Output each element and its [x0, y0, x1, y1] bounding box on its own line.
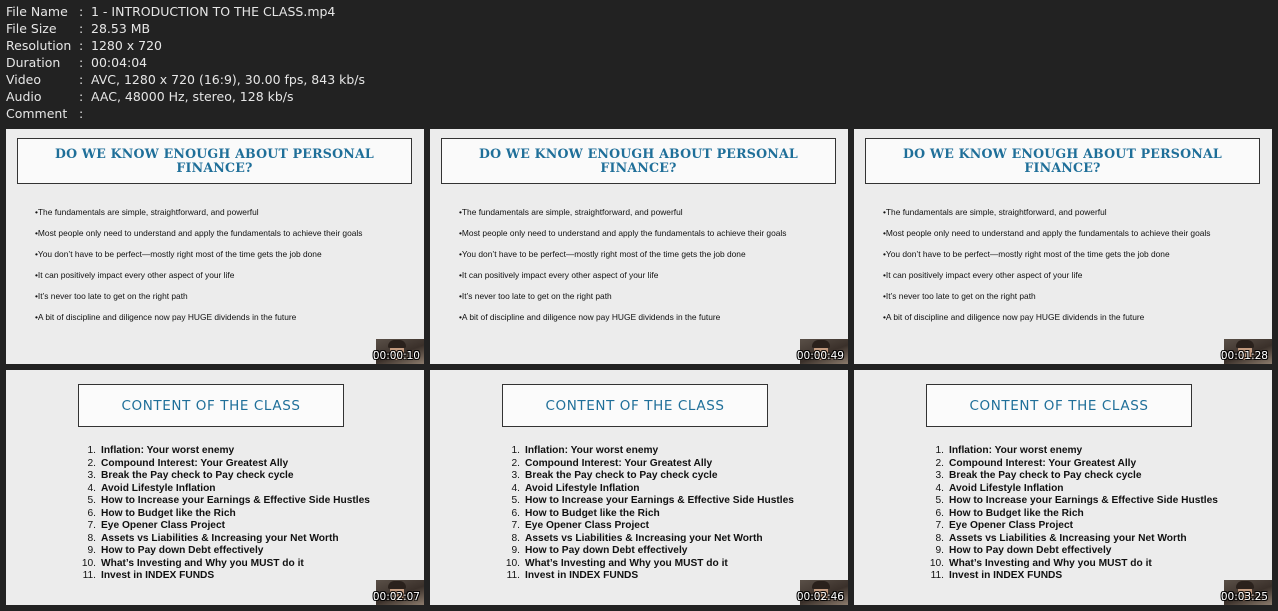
item-text: How to Budget like the Rich — [949, 507, 1084, 519]
item-text: Inflation: Your worst enemy — [101, 445, 235, 456]
slide-title: CONTENT OF THE CLASS — [545, 397, 725, 414]
item-number: 1. — [935, 445, 944, 456]
bullet-item: •You don’t have to be perfect—mostly right most of the time gets the job done — [883, 249, 1170, 259]
presenter-hair — [1236, 340, 1254, 348]
content-list — [502, 445, 794, 583]
item-number: 9. — [87, 545, 96, 556]
slide-title-box — [441, 138, 836, 184]
list-item — [502, 508, 794, 521]
item-text: Compound Interest: Your Greatest Ally — [949, 457, 1137, 469]
file-info-value: 1 - INTRODUCTION TO THE CLASS.mp4 — [91, 4, 336, 19]
file-info-separator: : — [79, 21, 84, 36]
list-item — [78, 533, 370, 546]
list-item — [502, 545, 794, 558]
bullet-item: •It’s never too late to get on the right path — [459, 291, 612, 301]
list-item — [502, 558, 794, 571]
bullet-item: •It can positively impact every other aspect of your life — [35, 270, 235, 280]
item-text: How to Increase your Earnings & Effective Side Hustles — [949, 495, 1218, 506]
item-text: Compound Interest: Your Greatest Ally — [525, 457, 713, 469]
file-info-key: Video — [6, 72, 42, 87]
item-number: 5. — [511, 495, 520, 506]
item-text: Inflation: Your worst enemy — [949, 445, 1083, 456]
item-number: 4. — [511, 482, 520, 494]
item-text: Avoid Lifestyle Inflation — [525, 482, 640, 494]
video-thumbnail[interactable] — [430, 370, 848, 605]
item-text: Assets vs Liabilities & Increasing your Net Worth — [101, 532, 339, 544]
item-number: 10. — [505, 557, 520, 569]
file-info-row — [6, 20, 365, 37]
item-number: 2. — [511, 457, 520, 469]
file-info-row — [6, 54, 365, 71]
video-thumbnail[interactable] — [6, 370, 424, 605]
bullet-item: •Most people only need to understand and apply the fundamentals to achieve their goals — [35, 228, 363, 238]
list-item — [502, 570, 794, 583]
slide-title-box — [865, 138, 1260, 184]
list-item — [502, 445, 794, 458]
list-item — [926, 570, 1218, 583]
item-number: 3. — [935, 470, 944, 481]
item-number: 7. — [511, 520, 520, 531]
item-number: 6. — [511, 507, 520, 519]
item-text: Break the Pay check to Pay check cycle — [949, 470, 1142, 481]
bullet-item: •It can positively impact every other aspect of your life — [883, 270, 1083, 280]
bullet-item: •It’s never too late to get on the right path — [883, 291, 1036, 301]
item-number: 11. — [82, 570, 96, 581]
item-text: What’s Investing and Why you MUST do it — [949, 557, 1152, 569]
timestamp-label: 00:02:46 — [796, 591, 844, 603]
presenter-hair — [1236, 581, 1254, 589]
item-text: How to Increase your Earnings & Effective Side Hustles — [101, 495, 370, 506]
item-text: Avoid Lifestyle Inflation — [949, 482, 1064, 494]
file-info-value: AAC, 48000 Hz, stereo, 128 kb/s — [91, 89, 294, 104]
file-info-separator: : — [79, 4, 84, 19]
timestamp-label: 00:00:49 — [796, 350, 844, 362]
item-number: 11. — [506, 570, 520, 581]
file-info-row — [6, 71, 365, 88]
file-info-value: AVC, 1280 x 720 (16:9), 30.00 fps, 843 kb/s — [91, 72, 366, 87]
item-text: Break the Pay check to Pay check cycle — [101, 470, 294, 481]
item-number: 8. — [87, 532, 96, 544]
slide-title-box — [78, 384, 344, 427]
list-item — [78, 508, 370, 521]
list-item — [926, 533, 1218, 546]
slide-title-box — [502, 384, 768, 427]
item-text: Assets vs Liabilities & Increasing your Net Worth — [525, 532, 763, 544]
list-item — [926, 495, 1218, 508]
item-text: How to Budget like the Rich — [101, 507, 236, 519]
video-thumbnail[interactable] — [430, 129, 848, 364]
file-info-separator: : — [79, 55, 84, 70]
slide-title: CONTENT OF THE CLASS — [969, 397, 1149, 414]
file-info-separator: : — [79, 38, 84, 53]
item-number: 8. — [511, 532, 520, 544]
file-info-key: File Size — [6, 21, 57, 36]
item-number: 9. — [511, 545, 520, 556]
item-text: How to Pay down Debt effectively — [525, 545, 688, 556]
item-text: Assets vs Liabilities & Increasing your Net Worth — [949, 532, 1187, 544]
timestamp-label: 00:03:25 — [1220, 591, 1268, 603]
timestamp-label: 00:02:07 — [372, 591, 420, 603]
list-item — [78, 445, 370, 458]
presenter-hair — [388, 340, 406, 348]
list-item — [926, 545, 1218, 558]
slide-title: DO WE KNOW ENOUGH ABOUT PERSONAL FINANCE? — [55, 146, 374, 175]
slide-title-box — [926, 384, 1192, 427]
list-item — [926, 508, 1218, 521]
item-number: 7. — [935, 520, 944, 531]
item-number: 2. — [935, 457, 944, 469]
bullet-item: •The fundamentals are simple, straightforward, and powerful — [883, 207, 1107, 217]
file-info-separator: : — [79, 89, 84, 104]
file-info-separator: : — [79, 72, 84, 87]
list-item — [78, 545, 370, 558]
slide-title-box — [17, 138, 412, 184]
file-info-panel — [6, 3, 365, 122]
list-item — [78, 520, 370, 533]
file-info-separator: : — [79, 106, 84, 121]
list-item — [926, 558, 1218, 571]
list-item — [502, 495, 794, 508]
item-text: Eye Opener Class Project — [525, 520, 650, 531]
item-number: 6. — [935, 507, 944, 519]
list-item — [78, 570, 370, 583]
timestamp-label: 00:00:10 — [372, 350, 420, 362]
item-text: Avoid Lifestyle Inflation — [101, 482, 216, 494]
presenter-hair — [388, 581, 406, 589]
item-number: 9. — [935, 545, 944, 556]
bullet-item: •The fundamentals are simple, straightforward, and powerful — [459, 207, 683, 217]
slide-title: DO WE KNOW ENOUGH ABOUT PERSONAL FINANCE? — [903, 146, 1222, 175]
bullet-item: •Most people only need to understand and apply the fundamentals to achieve their goals — [459, 228, 787, 238]
item-text: Eye Opener Class Project — [949, 520, 1074, 531]
slide-title: DO WE KNOW ENOUGH ABOUT PERSONAL FINANCE? — [479, 146, 798, 175]
bullet-item: •A bit of discipline and diligence now pay HUGE dividends in the future — [883, 312, 1145, 322]
item-number: 10. — [929, 557, 944, 569]
bullet-item: •It can positively impact every other aspect of your life — [459, 270, 659, 280]
bullet-item: •Most people only need to understand and apply the fundamentals to achieve their goals — [883, 228, 1211, 238]
item-text: Inflation: Your worst enemy — [525, 445, 659, 456]
item-text: Invest in INDEX FUNDS — [525, 570, 639, 581]
item-number: 2. — [87, 457, 96, 469]
video-thumbnail[interactable] — [854, 370, 1272, 605]
video-thumbnail[interactable] — [854, 129, 1272, 364]
slide-title: CONTENT OF THE CLASS — [121, 397, 301, 414]
bullet-item: •You don’t have to be perfect—mostly right most of the time gets the job done — [459, 249, 746, 259]
file-info-value: 28.53 MB — [91, 21, 151, 36]
item-number: 8. — [935, 532, 944, 544]
file-info-key: File Name — [6, 4, 68, 19]
list-item — [502, 520, 794, 533]
file-info-row — [6, 105, 365, 122]
list-item — [78, 458, 370, 471]
item-number: 1. — [511, 445, 520, 456]
list-item — [926, 458, 1218, 471]
list-item — [926, 445, 1218, 458]
file-info-key: Audio — [6, 89, 42, 104]
item-text: Break the Pay check to Pay check cycle — [525, 470, 718, 481]
bullet-list — [883, 207, 1210, 333]
item-text: Eye Opener Class Project — [101, 520, 226, 531]
item-text: Invest in INDEX FUNDS — [101, 570, 215, 581]
item-number: 3. — [87, 470, 96, 481]
presenter-hair — [812, 340, 830, 348]
item-text: How to Pay down Debt effectively — [949, 545, 1112, 556]
list-item — [502, 470, 794, 483]
item-text: Invest in INDEX FUNDS — [949, 570, 1063, 581]
item-text: Compound Interest: Your Greatest Ally — [101, 457, 289, 469]
file-info-key: Resolution — [6, 38, 72, 53]
item-number: 1. — [87, 445, 96, 456]
item-number: 10. — [81, 557, 96, 569]
item-text: What’s Investing and Why you MUST do it — [525, 557, 728, 569]
item-text: How to Pay down Debt effectively — [101, 545, 264, 556]
item-number: 3. — [511, 470, 520, 481]
item-number: 4. — [87, 482, 96, 494]
item-number: 6. — [87, 507, 96, 519]
file-info-row — [6, 88, 365, 105]
list-item — [926, 483, 1218, 496]
item-number: 4. — [935, 482, 944, 494]
item-text: How to Increase your Earnings & Effective Side Hustles — [525, 495, 794, 506]
file-info-value: 00:04:04 — [91, 55, 148, 70]
bullet-item: •The fundamentals are simple, straightforward, and powerful — [35, 207, 259, 217]
bullet-item: •A bit of discipline and diligence now pay HUGE dividends in the future — [459, 312, 721, 322]
file-info-key: Comment — [6, 106, 68, 121]
item-number: 5. — [935, 495, 944, 506]
list-item — [78, 470, 370, 483]
list-item — [78, 495, 370, 508]
file-info-row — [6, 37, 365, 54]
bullet-list — [459, 207, 786, 333]
item-number: 5. — [87, 495, 96, 506]
list-item — [502, 533, 794, 546]
bullet-item: •It’s never too late to get on the right path — [35, 291, 188, 301]
bullet-list — [35, 207, 362, 333]
presenter-hair — [812, 581, 830, 589]
content-list — [78, 445, 370, 583]
list-item — [78, 483, 370, 496]
file-info-value: 1280 x 720 — [91, 38, 163, 53]
bullet-item: •You don’t have to be perfect—mostly right most of the time gets the job done — [35, 249, 322, 259]
list-item — [78, 558, 370, 571]
list-item — [502, 458, 794, 471]
item-text: What’s Investing and Why you MUST do it — [101, 557, 304, 569]
item-text: How to Budget like the Rich — [525, 507, 660, 519]
bullet-item: •A bit of discipline and diligence now pay HUGE dividends in the future — [35, 312, 297, 322]
content-list — [926, 445, 1218, 583]
thumbnail-grid — [6, 129, 1272, 608]
item-number: 7. — [87, 520, 96, 531]
item-number: 11. — [930, 570, 944, 581]
video-thumbnail[interactable] — [6, 129, 424, 364]
timestamp-label: 00:01:28 — [1220, 350, 1268, 362]
file-info-key: Duration — [6, 55, 61, 70]
list-item — [926, 520, 1218, 533]
list-item — [926, 470, 1218, 483]
list-item — [502, 483, 794, 496]
file-info-row — [6, 3, 365, 20]
